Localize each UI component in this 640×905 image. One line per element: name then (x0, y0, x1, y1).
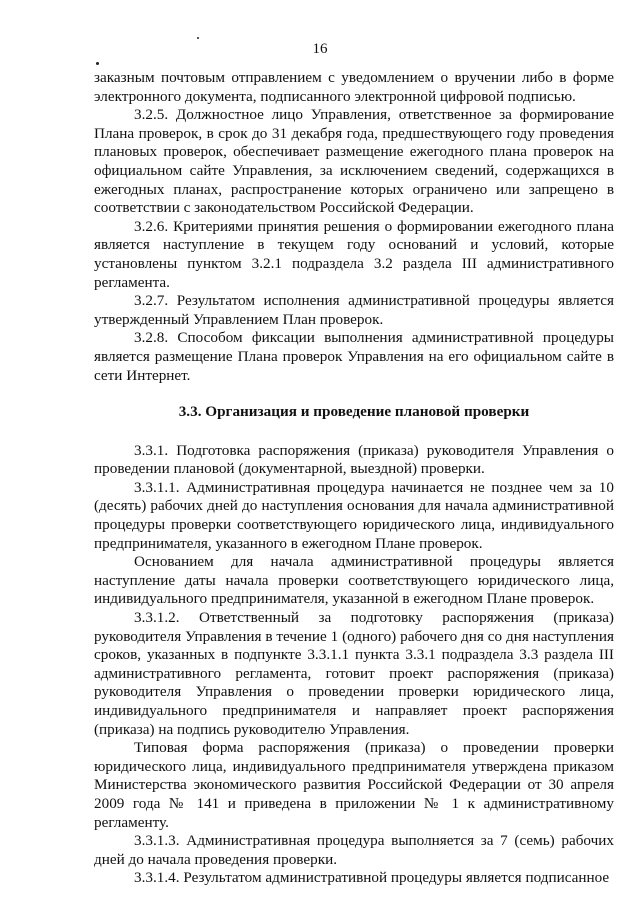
section-heading: 3.3. Организация и проведение плановой проверки (178, 403, 530, 421)
paragraph: 3.2.6. Критериями принятия решения о формировании ежегодного плана является наступление в текущем году оснований и условий, которые установлены пунктом 3.2.1 подраздела 3.2 раздела III административного регламента. (94, 217, 614, 291)
paragraph: 3.2.8. Способом фиксации выполнения административной процедуры является размещение Плана проверок Управления на его официальном сайте в сети Интернет. (94, 329, 614, 384)
paragraph: Типовая форма распоряжения (приказа) о проведении проверки юридического лица, индивидуального предпринимателя утверждена приказом Министерства экономического развития Российской Федерации от 30 апреля 2009 года № 141 и приведена в приложении № 1 к административному регламенту. (94, 739, 614, 831)
paragraph: 3.3.1.3. Административная процедура выполняется за 7 (семь) рабочих дней до начала проведения проверки. (94, 832, 614, 868)
paragraph: 3.2.5. Должностное лицо Управления, ответственное за формирование Плана проверок, в срок до 31 декабря года, предшествующего году проведения плановых проверок, обеспечивает размещение ежегодного плана проверок на официальном сайте Управления, за исключением сведений, содержащихся в ежегодных планах, распространение которых ограничено или запрещено в соответствии с законодательством Российской Федерации. (94, 106, 614, 217)
page-number: 16 (312, 41, 328, 57)
paragraph: 3.3.1. Подготовка распоряжения (приказа) руководителя Управления о проведении плановой (документарной, выездной) проверки. (94, 441, 614, 478)
scan-speck (96, 62, 99, 65)
scan-speck (197, 37, 199, 39)
paragraph: 3.3.1.4. Результатом административной процедуры является подписанное (134, 869, 610, 887)
paragraph: 3.2.7. Результатом исполнения административной процедуры является утвержденный Управлением План проверок. (94, 292, 614, 328)
document-body (94, 69, 614, 888)
paragraph: 3.3.1.2. Ответственный за подготовку распоряжения (приказа) руководителя Управления в течение 1 (одного) рабочего дня со дня наступления сроков, указанных в подпункте 3.3.1.1 пункта 3.3.1 подраздела 3.3 раздела III административного регламента, готовит проект распоряжения (приказа) руководителя Управления о проведении проверки юридического лица, индивидуального предпринимателя и направляет проект распоряжения (приказа) на подпись руководителю Управления. (94, 609, 614, 738)
paragraph: Основанием для начала административной процедуры является наступление даты начала проверки соответствующего юридического лица, индивидуального предпринимателя, указанной в ежегодном Плане проверок. (94, 553, 614, 608)
paragraph: заказным почтовым отправлением с уведомлением о вручении либо в форме электронного документа, подписанного электронной цифровой подписью. (94, 69, 614, 105)
paragraph: 3.3.1.1. Административная процедура начинается не позднее чем за 10 (десять) рабочих дней до наступления основания для начала административной процедуры проверки соответствующего юридического лица, индивидуального предпринимателя, указанного в ежегодном Плане проверок. (94, 478, 614, 552)
